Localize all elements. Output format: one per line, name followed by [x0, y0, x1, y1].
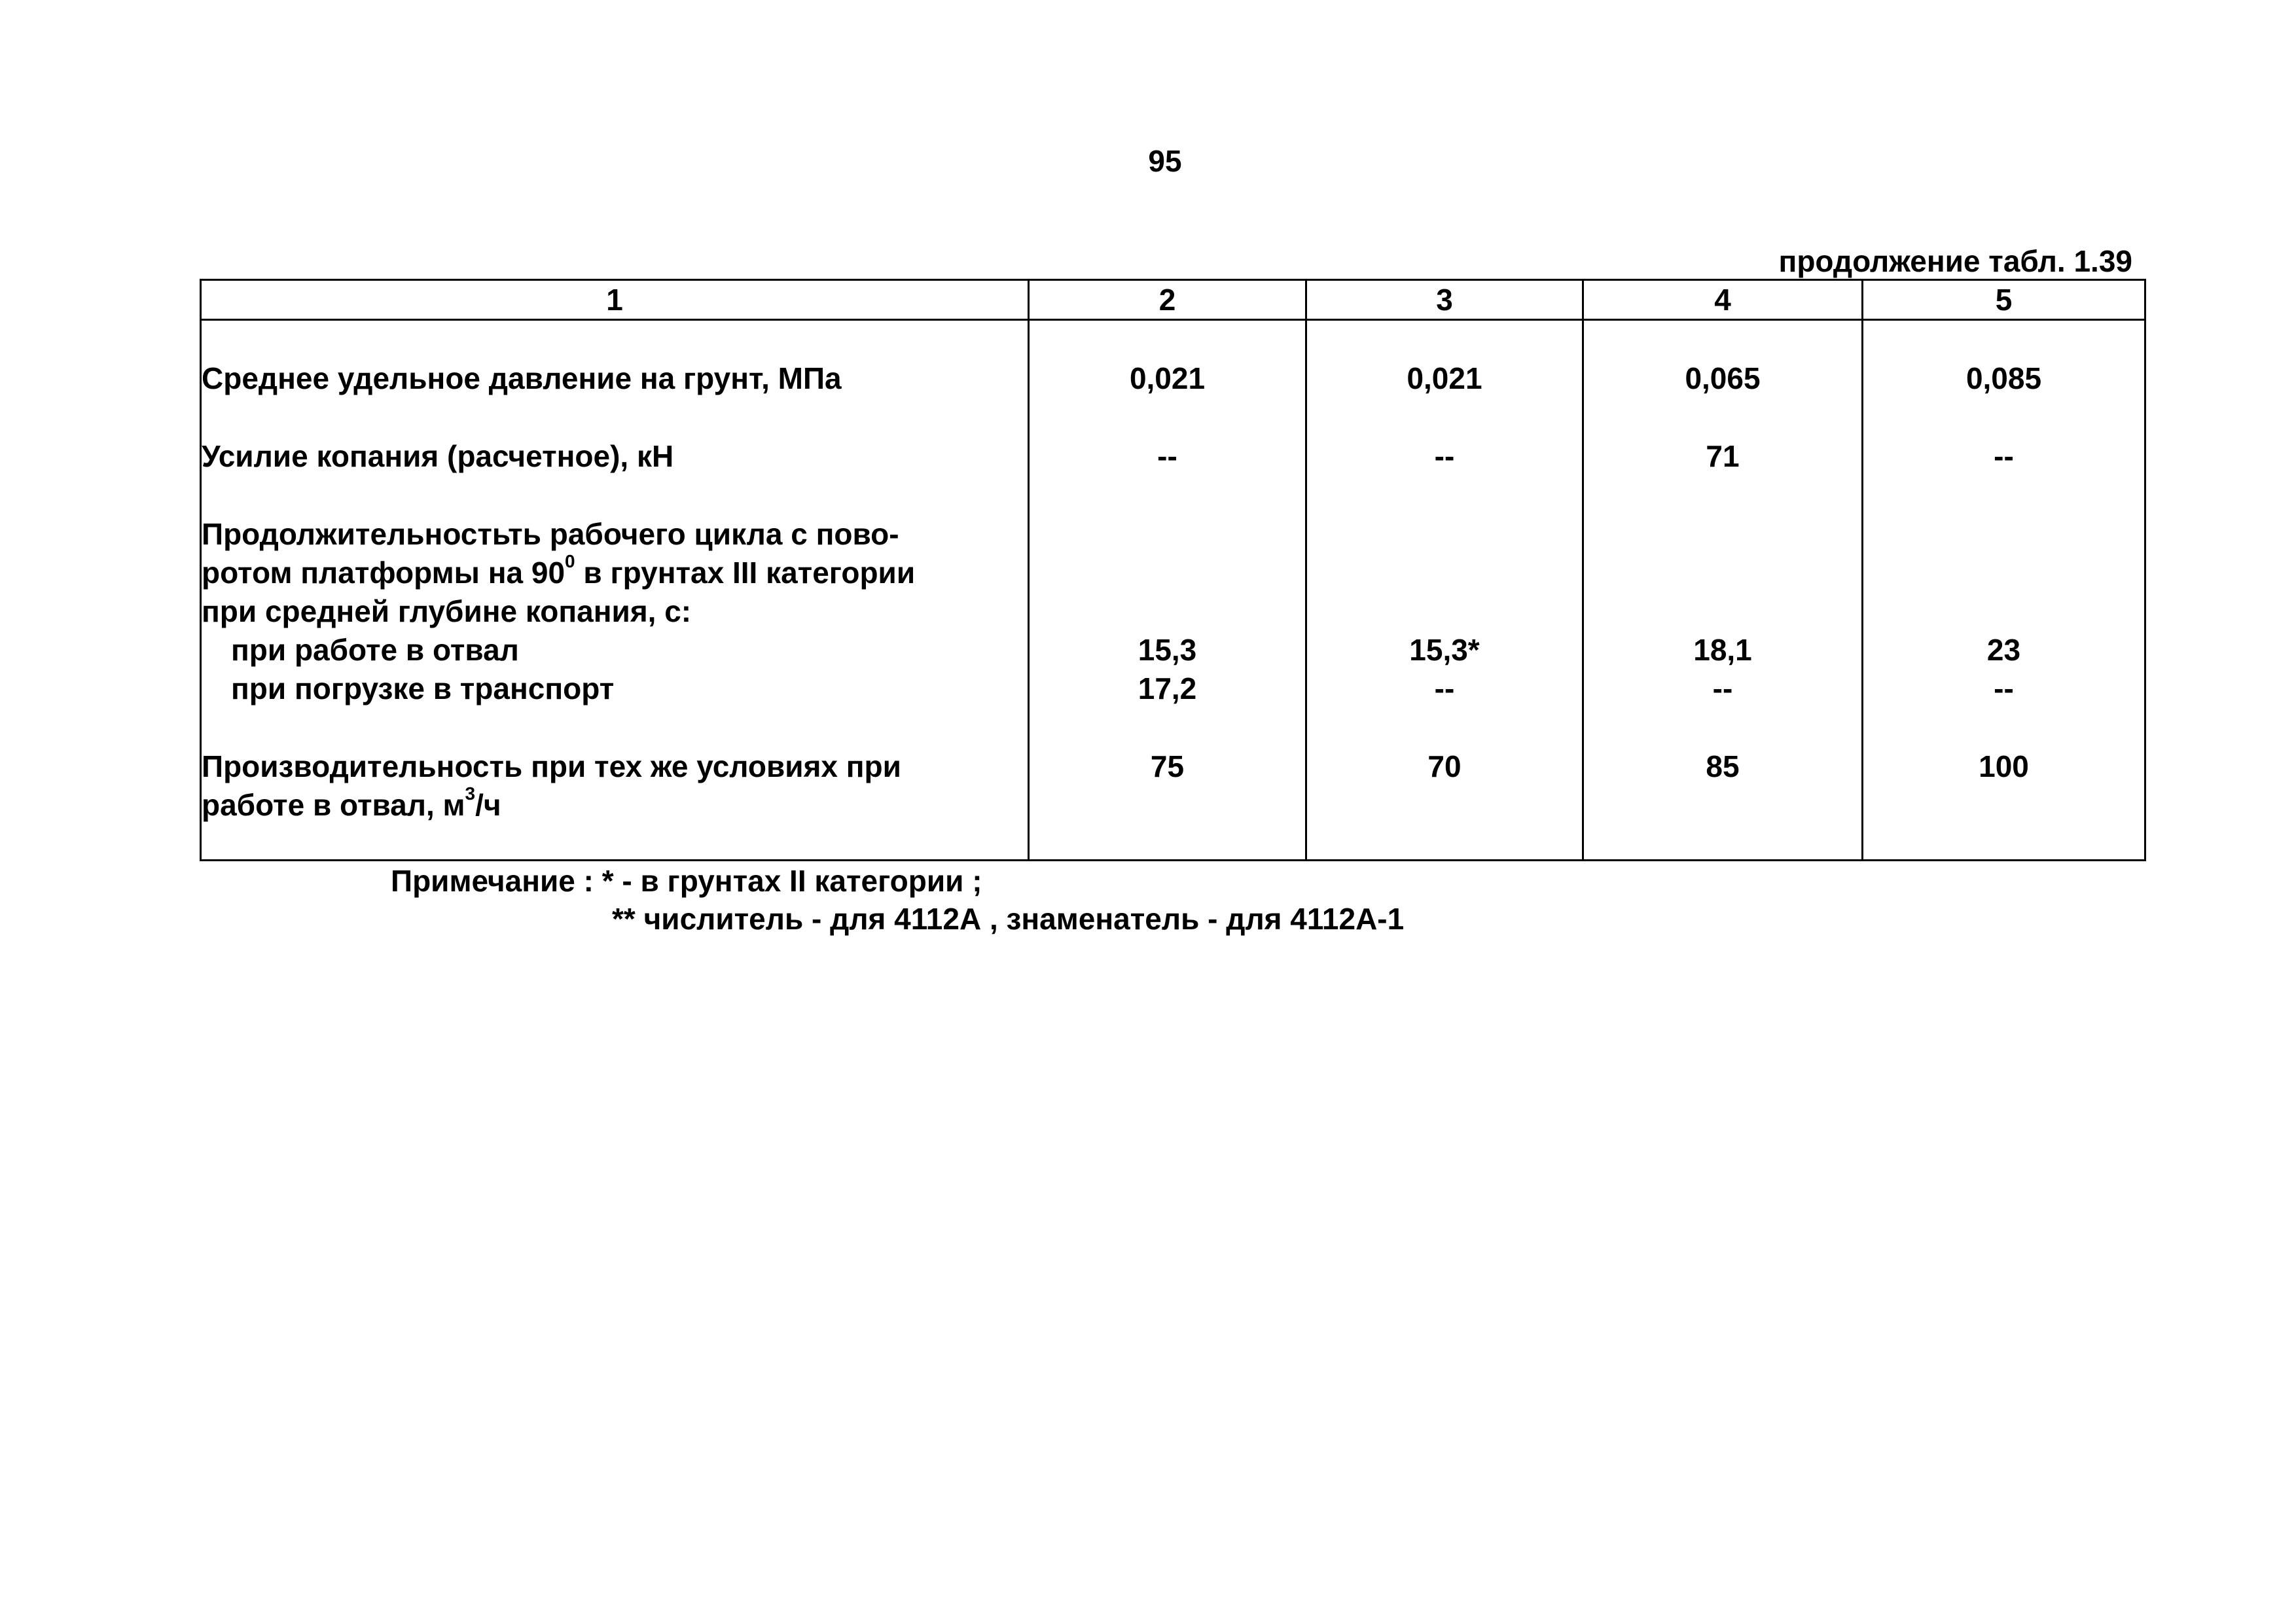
table-cell: 15,3: [1138, 633, 1197, 667]
column-header: 5: [1863, 280, 2145, 320]
table-cell: --: [1994, 671, 2014, 705]
table-cell: 100: [1979, 749, 2029, 783]
param-cycle-duration-label-line3: при средней глубине копания, с:: [202, 594, 692, 628]
param-cycle-duration-label-line2: [202, 551, 1028, 592]
table-cell: --: [1712, 671, 1733, 705]
param-cycle-duration-label-line1: Продолжительностьть рабочего цикла с пово-: [202, 517, 899, 551]
table-cell: 23: [1986, 633, 2021, 667]
table-cell: 71: [1706, 439, 1740, 473]
table-cell: 75: [1150, 749, 1185, 783]
table-cell: 70: [1427, 749, 1462, 783]
table-cell: 17,2: [1138, 671, 1197, 705]
table-cell: 0,085: [1965, 361, 2042, 395]
value-column-3: [1306, 320, 1583, 861]
table-cell: --: [1434, 439, 1455, 473]
table-cell: 85: [1706, 749, 1740, 783]
param-productivity-label-line2: [202, 783, 1028, 825]
subrow-dump-label: при работе в отвал: [231, 633, 519, 667]
table-cell: 0,065: [1685, 361, 1761, 395]
page-number: 95: [1148, 144, 1182, 178]
footnote-line-2: ** числитель - для 4112А , знаменатель - для 4112А-1: [612, 902, 1405, 936]
table-cell: 18,1: [1693, 633, 1752, 667]
subrow-transport-label: при погрузке в транспорт: [231, 671, 615, 705]
param-ground-pressure-label: Среднее удельное давление на грунт, МПа: [202, 361, 842, 395]
param-productivity-label-line1: Производительность при тех же условиях при: [202, 749, 901, 783]
table-header-row: [201, 280, 2145, 320]
table-cell: 15,3*: [1409, 633, 1480, 667]
table-body-row: [201, 320, 2145, 861]
table-cell: --: [1994, 439, 2014, 473]
column-header: 4: [1583, 280, 1863, 320]
degree-superscript: 0: [565, 551, 575, 572]
column-header: 3: [1306, 280, 1583, 320]
table-cell: 0,021: [1129, 361, 1206, 395]
label-text: /ч: [475, 788, 501, 822]
table-continuation-label: продолжение табл. 1.39: [1778, 244, 2132, 278]
column-header: 1: [201, 280, 1029, 320]
value-column-5: [1863, 320, 2145, 861]
value-column-4: [1583, 320, 1863, 861]
param-digging-force-label: Усилие копания (расчетное), кН: [202, 439, 674, 473]
parameter-column: [201, 320, 1029, 861]
column-header: 2: [1029, 280, 1306, 320]
footnote-line-1: Примечание : * - в грунтах II категории ;: [391, 864, 982, 898]
cubic-superscript: 3: [465, 783, 476, 804]
specs-table: [200, 279, 2146, 861]
label-text: ротом платформы на 90: [202, 556, 565, 590]
table-cell: 0,021: [1407, 361, 1482, 395]
table-cell: --: [1157, 439, 1177, 473]
label-text: в грунтах III категории: [575, 556, 916, 590]
label-text: работе в отвал, м: [202, 788, 465, 822]
table-cell: --: [1434, 671, 1455, 705]
value-column-2: [1029, 320, 1306, 861]
